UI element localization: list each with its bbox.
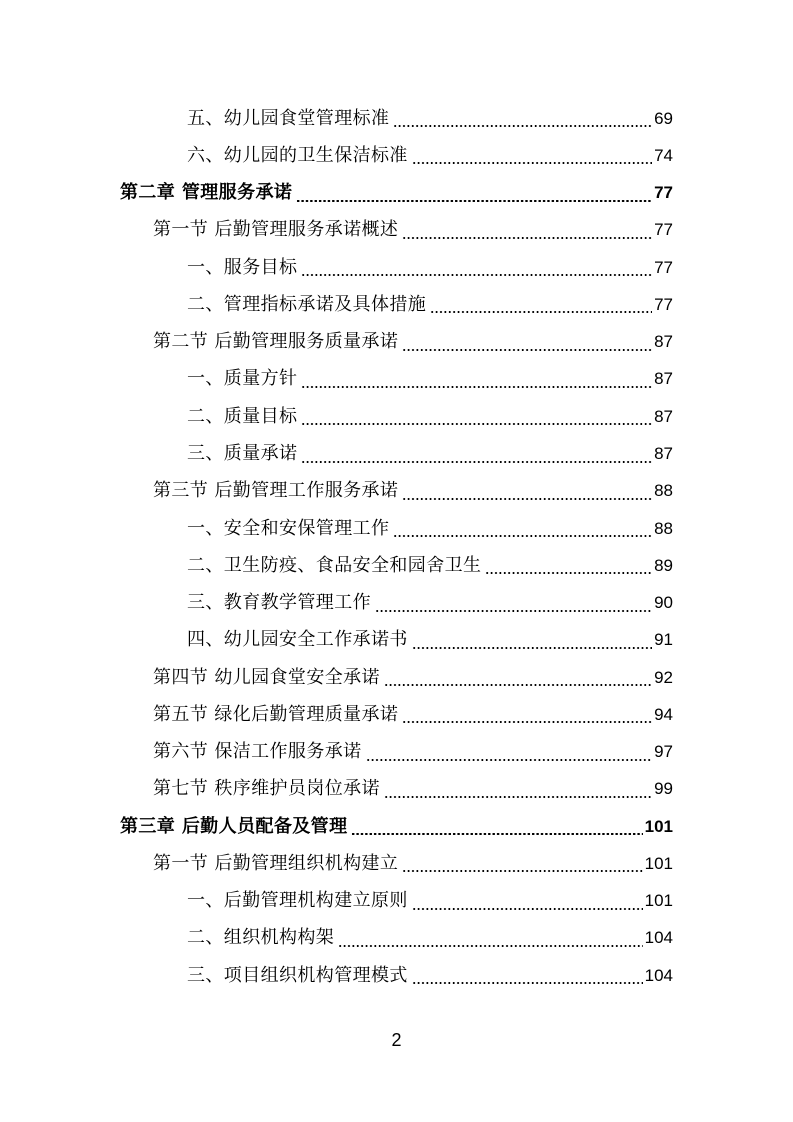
toc-entry-title: 三、项目组织机构管理模式 <box>187 964 408 986</box>
toc-entry-page: 87 <box>654 332 673 352</box>
toc-chapter-entry[interactable] <box>0 808 793 845</box>
toc-entry-page: 87 <box>654 369 673 389</box>
toc-entry-title: 四、幼儿园安全工作承诺书 <box>187 629 408 651</box>
dot-leader <box>393 535 652 537</box>
toc-section-entry[interactable] <box>0 734 793 771</box>
toc-entry-page: 77 <box>654 220 673 240</box>
toc-subsection-entry[interactable] <box>0 361 793 398</box>
table-of-contents <box>0 100 793 994</box>
dot-leader <box>338 945 642 947</box>
toc-entry-page: 77 <box>654 257 673 277</box>
dot-leader <box>485 572 652 574</box>
toc-subsection-entry[interactable] <box>0 286 793 323</box>
dot-leader <box>375 610 652 612</box>
toc-entry-title: 六、幼儿园的卫生保洁标准 <box>187 144 408 166</box>
page-number: 2 <box>391 1030 402 1050</box>
dot-leader <box>412 908 643 910</box>
toc-entry-page: 101 <box>644 853 673 873</box>
toc-entry-title: 一、后勤管理机构建立原则 <box>187 890 408 912</box>
toc-entry-title: 五、幼儿园食堂管理标准 <box>187 107 390 129</box>
toc-subsection-entry[interactable] <box>0 398 793 435</box>
dot-leader <box>402 237 652 239</box>
toc-entry-title: 第一节 后勤管理组织机构建立 <box>153 852 399 874</box>
dot-leader <box>384 796 652 798</box>
toc-entry-page: 91 <box>654 630 673 650</box>
toc-entry-page: 69 <box>654 108 673 128</box>
dot-leader <box>412 162 652 164</box>
toc-entry-page: 88 <box>654 518 673 538</box>
toc-entry-title: 第六节 保洁工作服务承诺 <box>153 741 362 763</box>
toc-entry-page: 99 <box>654 779 673 799</box>
toc-subsection-entry[interactable] <box>0 584 793 621</box>
toc-entry-page: 87 <box>654 444 673 464</box>
toc-section-entry[interactable] <box>0 659 793 696</box>
toc-chapter-entry[interactable] <box>0 175 793 212</box>
dot-leader <box>301 423 652 425</box>
toc-entry-page: 101 <box>644 891 673 911</box>
toc-section-entry[interactable] <box>0 473 793 510</box>
toc-subsection-entry[interactable] <box>0 137 793 174</box>
toc-entry-title: 一、安全和安保管理工作 <box>187 517 390 539</box>
toc-entry-page: 104 <box>644 928 673 948</box>
toc-subsection-entry[interactable] <box>0 957 793 994</box>
dot-leader <box>366 759 653 761</box>
toc-entry-page: 74 <box>654 145 673 165</box>
toc-section-entry[interactable] <box>0 324 793 361</box>
toc-entry-title: 一、质量方针 <box>187 368 298 390</box>
toc-entry-title: 三、教育教学管理工作 <box>187 592 371 614</box>
dot-leader <box>402 349 652 351</box>
toc-entry-page: 87 <box>654 406 673 426</box>
dot-leader <box>430 311 652 313</box>
toc-entry-page: 77 <box>654 294 673 314</box>
dot-leader <box>402 498 652 500</box>
toc-subsection-entry[interactable] <box>0 547 793 584</box>
toc-entry-title: 二、质量目标 <box>187 405 298 427</box>
toc-section-entry[interactable] <box>0 771 793 808</box>
toc-subsection-entry[interactable] <box>0 883 793 920</box>
dot-leader <box>351 833 642 835</box>
toc-entry-title: 第七节 秩序维护员岗位承诺 <box>153 778 380 800</box>
toc-subsection-entry[interactable] <box>0 100 793 137</box>
toc-entry-title: 一、服务目标 <box>187 256 298 278</box>
toc-subsection-entry[interactable] <box>0 622 793 659</box>
dot-leader <box>412 647 652 649</box>
toc-entry-title: 二、卫生防疫、食品安全和园舍卫生 <box>187 554 482 576</box>
dot-leader <box>301 386 652 388</box>
toc-entry-page: 92 <box>654 667 673 687</box>
toc-subsection-entry[interactable] <box>0 435 793 472</box>
toc-entry-title: 第三节 后勤管理工作服务承诺 <box>153 480 399 502</box>
dot-leader <box>301 461 652 463</box>
toc-entry-page: 88 <box>654 481 673 501</box>
toc-subsection-entry[interactable] <box>0 920 793 957</box>
toc-entry-page: 89 <box>654 555 673 575</box>
toc-entry-title: 第二节 后勤管理服务质量承诺 <box>153 331 399 353</box>
toc-entry-title: 第三章 后勤人员配备及管理 <box>120 815 348 837</box>
toc-section-entry[interactable] <box>0 845 793 882</box>
dot-leader <box>384 684 652 686</box>
toc-section-entry[interactable] <box>0 212 793 249</box>
dot-leader <box>412 982 643 984</box>
toc-entry-page: 101 <box>644 816 673 836</box>
toc-entry-title: 第二章 管理服务承诺 <box>120 182 293 204</box>
toc-entry-page: 90 <box>654 593 673 613</box>
toc-section-entry[interactable] <box>0 696 793 733</box>
dot-leader <box>301 274 652 276</box>
dot-leader <box>402 870 642 872</box>
toc-subsection-entry[interactable] <box>0 510 793 547</box>
dot-leader <box>393 125 652 127</box>
toc-entry-page: 77 <box>654 183 673 203</box>
toc-entry-title: 二、组织机构构架 <box>187 927 335 949</box>
toc-entry-title: 第五节 绿化后勤管理质量承诺 <box>153 703 399 725</box>
toc-entry-title: 第一节 后勤管理服务承诺概述 <box>153 219 399 241</box>
toc-entry-title: 第四节 幼儿园食堂安全承诺 <box>153 666 380 688</box>
toc-entry-page: 94 <box>654 704 673 724</box>
dot-leader <box>402 721 652 723</box>
toc-entry-page: 104 <box>644 965 673 985</box>
toc-entry-title: 三、质量承诺 <box>187 443 298 465</box>
dot-leader <box>296 200 652 202</box>
toc-entry-title: 二、管理指标承诺及具体措施 <box>187 293 427 315</box>
toc-subsection-entry[interactable] <box>0 249 793 286</box>
toc-entry-page: 97 <box>654 742 673 762</box>
